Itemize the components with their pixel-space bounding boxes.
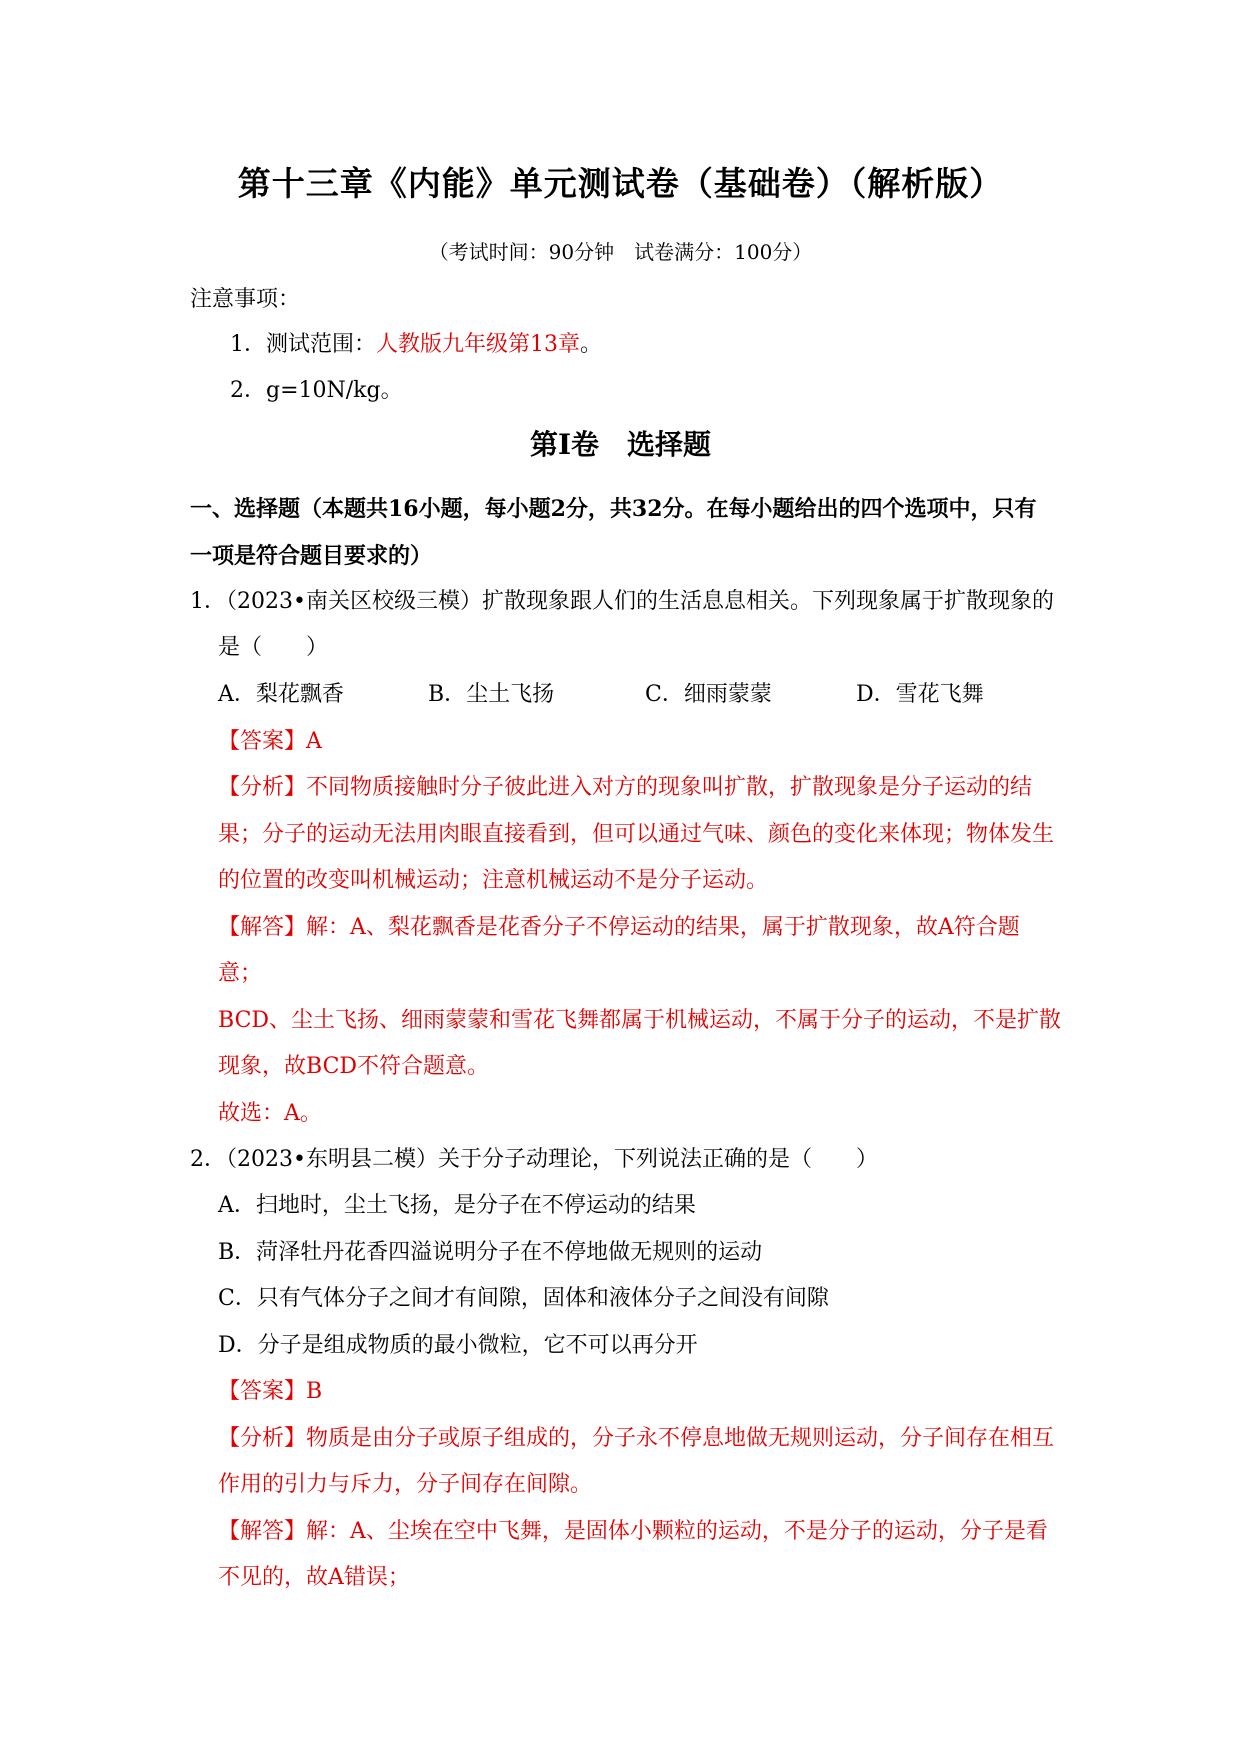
notes-heading: 注意事项：	[190, 287, 301, 312]
q1-solution-line-2: 意；	[218, 961, 263, 986]
notes-item-1	[230, 330, 602, 360]
q1-stem-line-1: 1．（2023•南关区校级三模）扩散现象跟人们的生活息息相关。下列现象属于扩散现象的	[190, 589, 1054, 614]
exam-info: （考试时间：90分钟 试卷满分：100分）	[428, 240, 813, 264]
q1-stem-line-2: 是（ ）	[218, 635, 329, 660]
q1-option-a: A．梨花飘香	[218, 682, 344, 707]
q2-option-b: B．菏泽牡丹花香四溢说明分子在不停地做无规则的运动	[218, 1240, 763, 1265]
q2-option-a: A．扫地时，尘土飞扬，是分子在不停运动的结果	[218, 1193, 696, 1218]
q1-solution-line-3: BCD、尘土飞扬、细雨蒙蒙和雪花飞舞都属于机械运动，不属于分子的运动，不是扩散	[218, 1008, 1062, 1033]
q2-solution-line-2: 不见的，故A错误；	[218, 1565, 410, 1590]
part-heading-line-2: 一项是符合题目要求的）	[190, 543, 433, 569]
q1-solution-line-1: 【解答】解：A、梨花飘香是花香分子不停运动的结果，属于扩散现象，故A符合题	[218, 915, 1020, 940]
q2-option-d: D．分子是组成物质的最小微粒，它不可以再分开	[218, 1333, 698, 1358]
notes-item-1-prefix: 1．测试范围：	[230, 332, 376, 357]
q2-option-c: C．只有气体分子之间才有间隙，固体和液体分子之间没有间隙	[218, 1286, 829, 1311]
q1-answer: 【答案】A	[218, 729, 322, 754]
part-heading-line-1: 一、选择题（本题共16小题，每小题2分，共32分。在每小题给出的四个选项中，只有	[190, 496, 1037, 522]
q2-solution-line-1: 【解答】解：A、尘埃在空中飞舞，是固体小颗粒的运动，不是分子的运动，分子是看	[218, 1519, 1048, 1544]
section-title: 第Ⅰ卷 选择题	[529, 428, 712, 461]
q1-solution-line-5: 故选：A。	[218, 1101, 322, 1126]
q1-option-b: B．尘土飞扬	[428, 682, 555, 707]
q1-analysis-line-1: 【分析】不同物质接触时分子彼此进入对方的现象叫扩散，扩散现象是分子运动的结	[218, 775, 1033, 800]
page-title: 第十三章《内能》单元测试卷（基础卷）（解析版）	[237, 164, 1004, 203]
notes-item-1-scope: 人教版九年级第13章	[376, 332, 580, 357]
q1-option-d: D．雪花飞舞	[856, 682, 984, 707]
q1-analysis-line-3: 的位置的改变叫机械运动；注意机械运动不是分子运动。	[218, 868, 769, 893]
q2-stem-line-1: 2．（2023•东明县二模）关于分子动理论，下列说法正确的是（ ）	[190, 1147, 878, 1172]
q2-answer: 【答案】B	[218, 1379, 323, 1404]
notes-item-2: 2．g=10N/kg。	[230, 378, 403, 403]
notes-item-1-suffix: 。	[580, 332, 603, 357]
q1-option-c: C．细雨蒙蒙	[645, 682, 772, 707]
q2-analysis-line-1: 【分析】物质是由分子或原子组成的，分子永不停息地做无规则运动，分子间存在相互	[218, 1426, 1055, 1451]
q1-analysis-line-2: 果；分子的运动无法用肉眼直接看到，但可以通过气味、颜色的变化来体现；物体发生	[218, 822, 1055, 847]
q1-solution-line-4: 现象，故BCD不符合题意。	[218, 1054, 490, 1079]
q2-analysis-line-2: 作用的引力与斥力，分子间存在间隙。	[218, 1472, 593, 1497]
